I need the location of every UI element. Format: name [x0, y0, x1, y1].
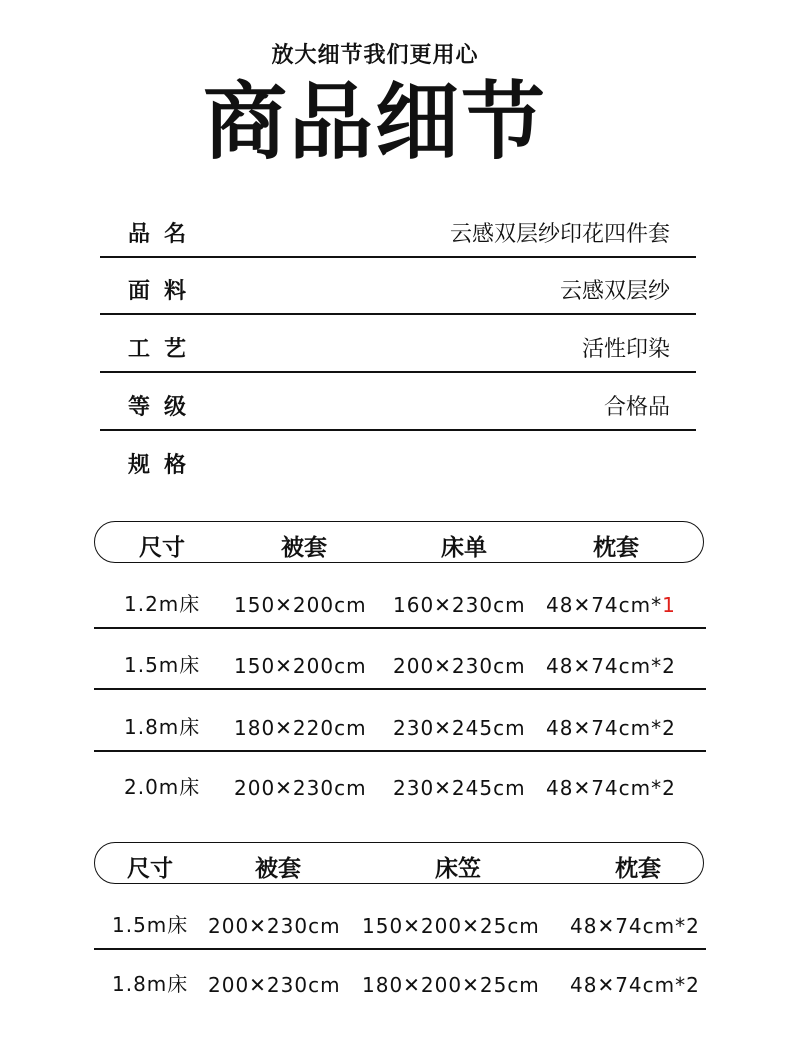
page-title: 商品细节 — [202, 73, 547, 171]
header-size: 尺寸 — [127, 856, 173, 882]
cell-duvet: 180✕220cm — [234, 716, 367, 740]
header-duvet: 被套 — [255, 856, 301, 882]
attr-row-name — [100, 216, 696, 258]
attr-value: 活性印染 — [581, 337, 670, 362]
table1-header — [94, 521, 704, 563]
table-row — [94, 892, 706, 950]
cell-sheet: 230✕245cm — [393, 716, 526, 740]
header-pillow: 枕套 — [593, 535, 639, 561]
header-pillow: 枕套 — [615, 856, 661, 882]
cell-pillow-qty: 2 — [662, 716, 676, 740]
attr-label: 等级 — [128, 395, 201, 420]
cell-pillow — [546, 716, 676, 740]
table-row — [94, 754, 706, 810]
cell-pillow-size: 48✕74cm* — [546, 716, 663, 740]
attr-label: 规格 — [128, 453, 201, 478]
attr-value: 合格品 — [603, 395, 670, 420]
cell-size: 1.8m床 — [124, 715, 201, 739]
cell-pillow-qty: 2 — [662, 654, 676, 678]
cell-duvet: 150✕200cm — [234, 654, 367, 678]
cell-pillow-qty: 2 — [662, 776, 676, 800]
cell-pillow-size: 48✕74cm* — [546, 776, 663, 800]
cell-size: 1.8m床 — [112, 972, 189, 996]
attr-row-grade — [100, 389, 696, 431]
attr-value: 云感双层纱 — [559, 279, 670, 304]
cell-duvet: 150✕200cm — [234, 593, 367, 617]
table-row — [94, 632, 706, 690]
cell-pillow — [546, 776, 676, 800]
cell-pillow: 48✕74cm*2 — [570, 914, 700, 938]
cell-pillow — [546, 593, 676, 617]
attr-row-craft — [100, 331, 696, 373]
cell-size: 1.5m床 — [124, 653, 201, 677]
cell-size: 1.2m床 — [124, 592, 201, 616]
page-subtitle: 放大细节我们更用心 — [271, 43, 479, 68]
header-size: 尺寸 — [139, 535, 185, 561]
attr-row-fabric — [100, 273, 696, 315]
cell-size: 1.5m床 — [112, 913, 189, 937]
table2-header — [94, 842, 704, 884]
attr-value: 云感双层纱印花四件套 — [449, 222, 670, 247]
header-fitted: 床笠 — [435, 856, 481, 882]
cell-size: 2.0m床 — [124, 775, 201, 799]
table-row — [94, 694, 706, 752]
cell-sheet: 160✕230cm — [393, 593, 526, 617]
attr-label: 工艺 — [128, 337, 201, 362]
header-duvet: 被套 — [281, 535, 327, 561]
cell-pillow-size: 48✕74cm* — [546, 654, 663, 678]
cell-pillow-qty: 1 — [662, 593, 676, 617]
attr-label: 面料 — [128, 279, 201, 304]
cell-fitted: 180✕200✕25cm — [362, 973, 540, 997]
cell-fitted: 150✕200✕25cm — [362, 914, 540, 938]
cell-sheet: 200✕230cm — [393, 654, 526, 678]
header-sheet: 床单 — [441, 535, 487, 561]
cell-pillow-size: 48✕74cm* — [546, 593, 663, 617]
cell-pillow: 48✕74cm*2 — [570, 973, 700, 997]
table-row — [94, 951, 706, 1007]
cell-sheet: 230✕245cm — [393, 776, 526, 800]
cell-duvet: 200✕230cm — [234, 776, 367, 800]
table-row — [94, 571, 706, 629]
cell-pillow — [546, 654, 676, 678]
cell-duvet: 200✕230cm — [208, 914, 341, 938]
cell-duvet: 200✕230cm — [208, 973, 341, 997]
attr-label: 品名 — [128, 222, 201, 247]
attr-row-spec — [100, 447, 696, 487]
